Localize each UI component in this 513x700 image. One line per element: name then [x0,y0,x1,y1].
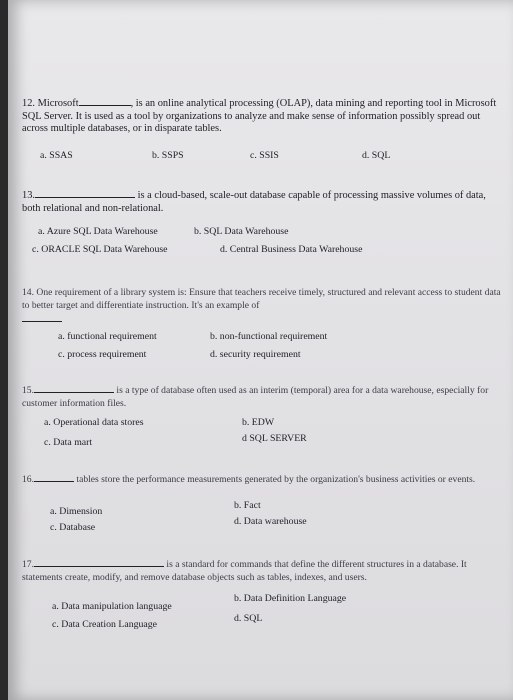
option-b[interactable]: b. non-functional requirement [210,331,328,342]
answer-blank [79,96,131,106]
option-b[interactable]: b. SQL Data Warehouse [194,226,289,237]
question-17-stem [22,557,504,584]
question-13-text: is a cloud-based, scale-out database capable of processing massive volumes of data, both relational and non-relational. [22,190,486,214]
option-a[interactable]: a. Data manipulation language [52,601,172,612]
option-b[interactable]: b. Fact [234,500,261,511]
question-12-stem [22,96,504,136]
question-15-text: is a type of database often used as an interim (temporal) area for a data warehouse, especially for customer information files. [22,385,489,409]
option-a[interactable]: a. functional requirement [58,331,157,342]
answer-blank [22,312,62,322]
option-b[interactable]: b. EDW [242,417,275,428]
option-d[interactable]: d. Data warehouse [234,516,307,527]
answer-blank [35,188,135,198]
option-d[interactable]: d. SQL [234,613,263,624]
option-d[interactable]: d SQL SERVER [242,433,307,444]
question-13-number: 13. [22,190,35,201]
question-16 [22,472,504,533]
question-16-stem [22,472,504,487]
question-17-text: is a standard for commands that define the different structures in a database. It statements create, modify, and remove database objects such as tables, indexes, and users. [22,559,467,583]
question-15 [22,383,504,448]
question-14 [22,287,504,360]
question-12 [22,96,504,161]
question-17-number: 17. [22,559,34,570]
option-c[interactable]: c. ORACLE SQL Data Warehouse [32,244,168,255]
question-13 [22,188,504,255]
question-12-text: , is an online analytical processing (OLAP), data mining and reporting tool in Microsoft SQL Server. It is used as a tool by organizations to analyze and make sense of information possibly spread out across multiple databases, or in disparate tables. [22,98,497,135]
question-14-number: 14. [22,287,34,298]
option-c[interactable]: c. process requirement [58,349,147,360]
question-14-stem [22,287,504,327]
option-b[interactable]: b. SSPS [152,150,184,161]
exam-page [8,0,513,700]
question-13-stem [22,188,504,215]
answer-blank [34,383,114,393]
question-12-prefix: Microsoft [37,98,79,109]
option-b[interactable]: b. Data Definition Language [234,593,347,604]
option-a[interactable]: a. Dimension [50,506,103,517]
question-12-number: 12. [22,98,35,109]
answer-blank [34,557,164,567]
question-15-stem [22,383,504,410]
option-a[interactable]: a. Azure SQL Data Warehouse [38,226,158,237]
question-16-number: 16. [22,474,34,485]
option-d[interactable]: d. SQL [362,150,391,161]
answer-blank [34,472,74,482]
option-c[interactable]: c. Database [50,522,96,533]
option-a[interactable]: a. Operational data stores [44,417,144,428]
question-14-text: One requirement of a library system is: Ensure that teachers receive timely, structured and relevant access to student data to better target and differentiate instruction. It's an example of [22,287,501,311]
question-16-text: tables store the performance measurements generated by the organization's business activities or events. [76,474,476,485]
option-c[interactable]: c. Data Creation Language [52,619,157,630]
question-17 [22,557,504,630]
option-d[interactable]: d. Central Business Data Warehouse [220,244,363,255]
option-a[interactable]: a. SSAS [40,150,73,161]
option-d[interactable]: d. security requirement [210,349,301,360]
option-c[interactable]: c. SSIS [250,150,279,161]
option-c[interactable]: c. Data mart [44,437,93,448]
question-15-number: 15. [22,385,34,396]
